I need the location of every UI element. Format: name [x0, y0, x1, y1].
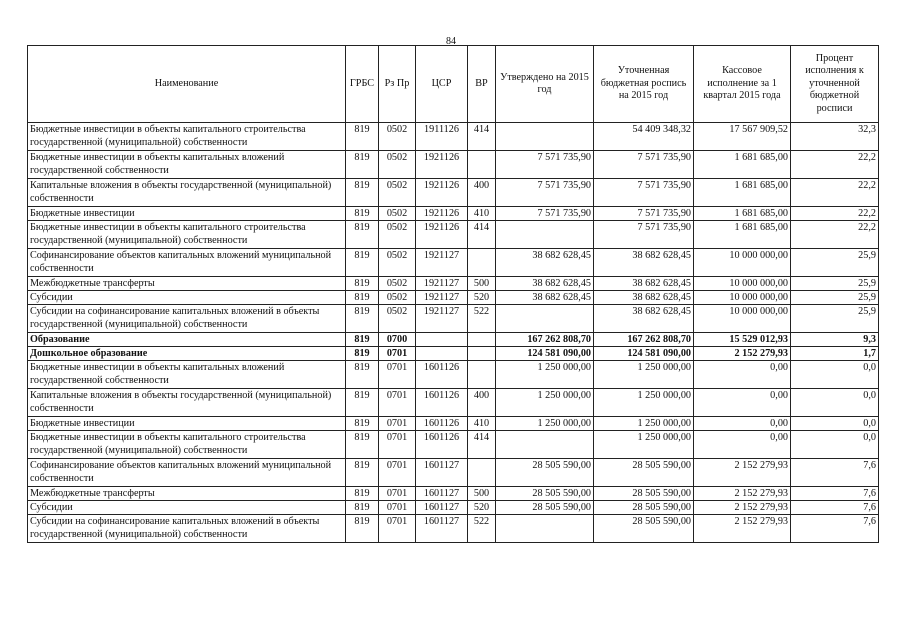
cell-name: Софинансирование объектов капитальных вложений муниципальной собственности — [28, 459, 346, 487]
cell-rzpr: 0502 — [379, 179, 416, 207]
header-csr: ЦСР — [416, 46, 468, 123]
cell-rzpr: 0502 — [379, 151, 416, 179]
cell-cash: 2 152 279,93 — [694, 501, 791, 515]
header-percent: Процент исполнения к уточненной бюджетной росписи — [791, 46, 879, 123]
header-grbs: ГРБС — [346, 46, 379, 123]
cell-grbs: 819 — [346, 249, 379, 277]
cell-vr: 520 — [468, 501, 496, 515]
cell-vr — [468, 151, 496, 179]
table-row — [28, 333, 879, 347]
cell-approved — [496, 515, 594, 543]
cell-vr: 500 — [468, 277, 496, 291]
cell-approved: 7 571 735,90 — [496, 179, 594, 207]
cell-vr: 522 — [468, 515, 496, 543]
cell-percent: 22,2 — [791, 179, 879, 207]
table-row — [28, 221, 879, 249]
cell-percent: 25,9 — [791, 277, 879, 291]
cell-cash: 0,00 — [694, 361, 791, 389]
cell-cash: 0,00 — [694, 389, 791, 417]
cell-grbs: 819 — [346, 277, 379, 291]
cell-name: Субсидии на софинансирование капитальных вложений в объекты государственной (муниципальной) собственности — [28, 305, 346, 333]
cell-rzpr: 0701 — [379, 487, 416, 501]
cell-name: Бюджетные инвестиции в объекты капитальных вложений государственной собственности — [28, 151, 346, 179]
cell-vr — [468, 347, 496, 361]
cell-percent: 32,3 — [791, 123, 879, 151]
cell-approved — [496, 221, 594, 249]
cell-rzpr: 0701 — [379, 501, 416, 515]
cell-csr: 1601126 — [416, 389, 468, 417]
cell-grbs: 819 — [346, 501, 379, 515]
cell-name: Субсидии — [28, 291, 346, 305]
cell-cash: 1 681 685,00 — [694, 207, 791, 221]
cell-grbs: 819 — [346, 305, 379, 333]
cell-cash: 1 681 685,00 — [694, 221, 791, 249]
cell-rzpr: 0701 — [379, 347, 416, 361]
cell-csr: 1921127 — [416, 277, 468, 291]
cell-name: Капитальные вложения в объекты государственной (муниципальной) собственности — [28, 179, 346, 207]
cell-cash: 0,00 — [694, 431, 791, 459]
cell-percent: 7,6 — [791, 501, 879, 515]
cell-rzpr: 0701 — [379, 515, 416, 543]
cell-cash: 10 000 000,00 — [694, 291, 791, 305]
cell-percent: 0,0 — [791, 417, 879, 431]
cell-approved: 28 505 590,00 — [496, 501, 594, 515]
table-row — [28, 361, 879, 389]
cell-rzpr: 0502 — [379, 305, 416, 333]
cell-csr — [416, 347, 468, 361]
cell-name: Бюджетные инвестиции — [28, 207, 346, 221]
cell-approved: 38 682 628,45 — [496, 291, 594, 305]
cell-refined: 28 505 590,00 — [594, 459, 694, 487]
cell-percent: 25,9 — [791, 249, 879, 277]
cell-refined: 7 571 735,90 — [594, 179, 694, 207]
cell-cash: 10 000 000,00 — [694, 277, 791, 291]
cell-percent: 0,0 — [791, 389, 879, 417]
cell-percent: 0,0 — [791, 361, 879, 389]
cell-vr: 400 — [468, 389, 496, 417]
cell-vr — [468, 333, 496, 347]
cell-cash: 15 529 012,93 — [694, 333, 791, 347]
cell-vr: 522 — [468, 305, 496, 333]
cell-refined: 7 571 735,90 — [594, 221, 694, 249]
cell-name: Софинансирование объектов капитальных вложений муниципальной собственности — [28, 249, 346, 277]
cell-rzpr: 0701 — [379, 459, 416, 487]
cell-csr: 1921127 — [416, 249, 468, 277]
cell-grbs: 819 — [346, 417, 379, 431]
cell-csr: 1601127 — [416, 459, 468, 487]
cell-approved: 7 571 735,90 — [496, 151, 594, 179]
table-row — [28, 501, 879, 515]
cell-refined: 38 682 628,45 — [594, 291, 694, 305]
cell-name: Образование — [28, 333, 346, 347]
cell-approved: 38 682 628,45 — [496, 249, 594, 277]
cell-grbs: 819 — [346, 487, 379, 501]
cell-percent: 25,9 — [791, 305, 879, 333]
cell-grbs: 819 — [346, 389, 379, 417]
cell-cash: 2 152 279,93 — [694, 515, 791, 543]
cell-rzpr: 0502 — [379, 207, 416, 221]
cell-percent: 7,6 — [791, 487, 879, 501]
cell-refined: 54 409 348,32 — [594, 123, 694, 151]
table-row — [28, 151, 879, 179]
cell-grbs: 819 — [346, 207, 379, 221]
cell-grbs: 819 — [346, 333, 379, 347]
page-number: 84 — [446, 36, 456, 47]
cell-refined: 38 682 628,45 — [594, 277, 694, 291]
cell-refined: 124 581 090,00 — [594, 347, 694, 361]
cell-refined: 38 682 628,45 — [594, 249, 694, 277]
cell-grbs: 819 — [346, 515, 379, 543]
cell-rzpr: 0502 — [379, 277, 416, 291]
table-row — [28, 389, 879, 417]
cell-name: Субсидии — [28, 501, 346, 515]
cell-cash: 2 152 279,93 — [694, 347, 791, 361]
cell-refined: 28 505 590,00 — [594, 501, 694, 515]
cell-csr: 1921126 — [416, 151, 468, 179]
cell-approved — [496, 431, 594, 459]
cell-grbs: 819 — [346, 347, 379, 361]
cell-approved: 7 571 735,90 — [496, 207, 594, 221]
cell-name: Бюджетные инвестиции в объекты капитального строительства государственной (муниципальной) собственности — [28, 221, 346, 249]
header-approved: Утверждено на 2015 год — [496, 46, 594, 123]
table-row — [28, 179, 879, 207]
cell-grbs: 819 — [346, 361, 379, 389]
cell-percent: 7,6 — [791, 459, 879, 487]
cell-percent: 22,2 — [791, 221, 879, 249]
cell-refined: 1 250 000,00 — [594, 417, 694, 431]
table-row — [28, 305, 879, 333]
cell-rzpr: 0701 — [379, 431, 416, 459]
cell-grbs: 819 — [346, 221, 379, 249]
cell-csr: 1601127 — [416, 501, 468, 515]
cell-rzpr: 0701 — [379, 417, 416, 431]
cell-percent: 7,6 — [791, 515, 879, 543]
cell-vr: 414 — [468, 221, 496, 249]
cell-cash: 1 681 685,00 — [694, 179, 791, 207]
cell-percent: 9,3 — [791, 333, 879, 347]
cell-refined: 28 505 590,00 — [594, 515, 694, 543]
cell-approved: 1 250 000,00 — [496, 389, 594, 417]
cell-grbs: 819 — [346, 151, 379, 179]
cell-cash: 2 152 279,93 — [694, 487, 791, 501]
cell-rzpr: 0700 — [379, 333, 416, 347]
cell-approved: 1 250 000,00 — [496, 361, 594, 389]
cell-cash: 10 000 000,00 — [694, 305, 791, 333]
cell-vr: 400 — [468, 179, 496, 207]
cell-percent: 22,2 — [791, 151, 879, 179]
cell-approved: 1 250 000,00 — [496, 417, 594, 431]
cell-cash: 1 681 685,00 — [694, 151, 791, 179]
cell-grbs: 819 — [346, 291, 379, 305]
header-refined: Уточненная бюджетная роспись на 2015 год — [594, 46, 694, 123]
table-row — [28, 123, 879, 151]
cell-csr: 1921127 — [416, 305, 468, 333]
cell-vr: 520 — [468, 291, 496, 305]
cell-cash: 0,00 — [694, 417, 791, 431]
table-row — [28, 417, 879, 431]
header-row — [28, 46, 879, 123]
cell-csr: 1601127 — [416, 515, 468, 543]
cell-approved: 167 262 808,70 — [496, 333, 594, 347]
cell-approved: 28 505 590,00 — [496, 487, 594, 501]
cell-grbs: 819 — [346, 179, 379, 207]
budget-table — [27, 45, 879, 543]
table-row — [28, 515, 879, 543]
cell-grbs: 819 — [346, 431, 379, 459]
cell-name: Межбюджетные трансферты — [28, 277, 346, 291]
cell-cash: 10 000 000,00 — [694, 249, 791, 277]
header-rzpr: Рз Пр — [379, 46, 416, 123]
cell-csr: 1601126 — [416, 361, 468, 389]
cell-vr: 414 — [468, 123, 496, 151]
cell-refined: 38 682 628,45 — [594, 305, 694, 333]
cell-grbs: 819 — [346, 459, 379, 487]
cell-rzpr: 0701 — [379, 389, 416, 417]
table-row — [28, 207, 879, 221]
cell-vr — [468, 459, 496, 487]
cell-csr: 1911126 — [416, 123, 468, 151]
cell-percent: 22,2 — [791, 207, 879, 221]
table-row — [28, 347, 879, 361]
cell-name: Бюджетные инвестиции в объекты капитального строительства государственной (муниципальной) собственности — [28, 431, 346, 459]
table-row — [28, 487, 879, 501]
cell-name: Бюджетные инвестиции в объекты капитального строительства государственной (муниципальной) собственности — [28, 123, 346, 151]
cell-csr: 1601126 — [416, 431, 468, 459]
cell-rzpr: 0502 — [379, 123, 416, 151]
cell-vr — [468, 361, 496, 389]
table-row — [28, 277, 879, 291]
cell-csr: 1921126 — [416, 179, 468, 207]
cell-grbs: 819 — [346, 123, 379, 151]
cell-rzpr: 0502 — [379, 221, 416, 249]
cell-percent: 0,0 — [791, 431, 879, 459]
cell-refined: 1 250 000,00 — [594, 431, 694, 459]
header-vr: ВР — [468, 46, 496, 123]
cell-rzpr: 0502 — [379, 249, 416, 277]
cell-vr — [468, 249, 496, 277]
cell-name: Дошкольное образование — [28, 347, 346, 361]
cell-cash: 2 152 279,93 — [694, 459, 791, 487]
cell-name: Бюджетные инвестиции — [28, 417, 346, 431]
cell-csr: 1601126 — [416, 417, 468, 431]
cell-refined: 1 250 000,00 — [594, 389, 694, 417]
cell-rzpr: 0701 — [379, 361, 416, 389]
cell-approved: 124 581 090,00 — [496, 347, 594, 361]
table-body — [28, 123, 879, 543]
cell-vr: 410 — [468, 417, 496, 431]
table-row — [28, 249, 879, 277]
cell-cash: 17 567 909,52 — [694, 123, 791, 151]
cell-csr — [416, 333, 468, 347]
cell-csr: 1601127 — [416, 487, 468, 501]
cell-percent: 25,9 — [791, 291, 879, 305]
cell-name: Субсидии на софинансирование капитальных вложений в объекты государственной (муниципальной) собственности — [28, 515, 346, 543]
cell-approved: 28 505 590,00 — [496, 459, 594, 487]
header-cash: Кассовое исполнение за 1 квартал 2015 года — [694, 46, 791, 123]
table-row — [28, 291, 879, 305]
cell-refined: 7 571 735,90 — [594, 151, 694, 179]
cell-refined: 167 262 808,70 — [594, 333, 694, 347]
cell-percent: 1,7 — [791, 347, 879, 361]
cell-csr: 1921127 — [416, 291, 468, 305]
cell-vr: 410 — [468, 207, 496, 221]
cell-approved: 38 682 628,45 — [496, 277, 594, 291]
cell-approved — [496, 305, 594, 333]
cell-name: Бюджетные инвестиции в объекты капитальных вложений государственной собственности — [28, 361, 346, 389]
cell-approved — [496, 123, 594, 151]
cell-vr: 414 — [468, 431, 496, 459]
cell-refined: 7 571 735,90 — [594, 207, 694, 221]
table-row — [28, 431, 879, 459]
cell-vr: 500 — [468, 487, 496, 501]
cell-name: Капитальные вложения в объекты государственной (муниципальной) собственности — [28, 389, 346, 417]
cell-rzpr: 0502 — [379, 291, 416, 305]
cell-refined: 1 250 000,00 — [594, 361, 694, 389]
cell-csr: 1921126 — [416, 207, 468, 221]
cell-refined: 28 505 590,00 — [594, 487, 694, 501]
cell-csr: 1921126 — [416, 221, 468, 249]
table-row — [28, 459, 879, 487]
cell-name: Межбюджетные трансферты — [28, 487, 346, 501]
header-name: Наименование — [28, 46, 346, 123]
